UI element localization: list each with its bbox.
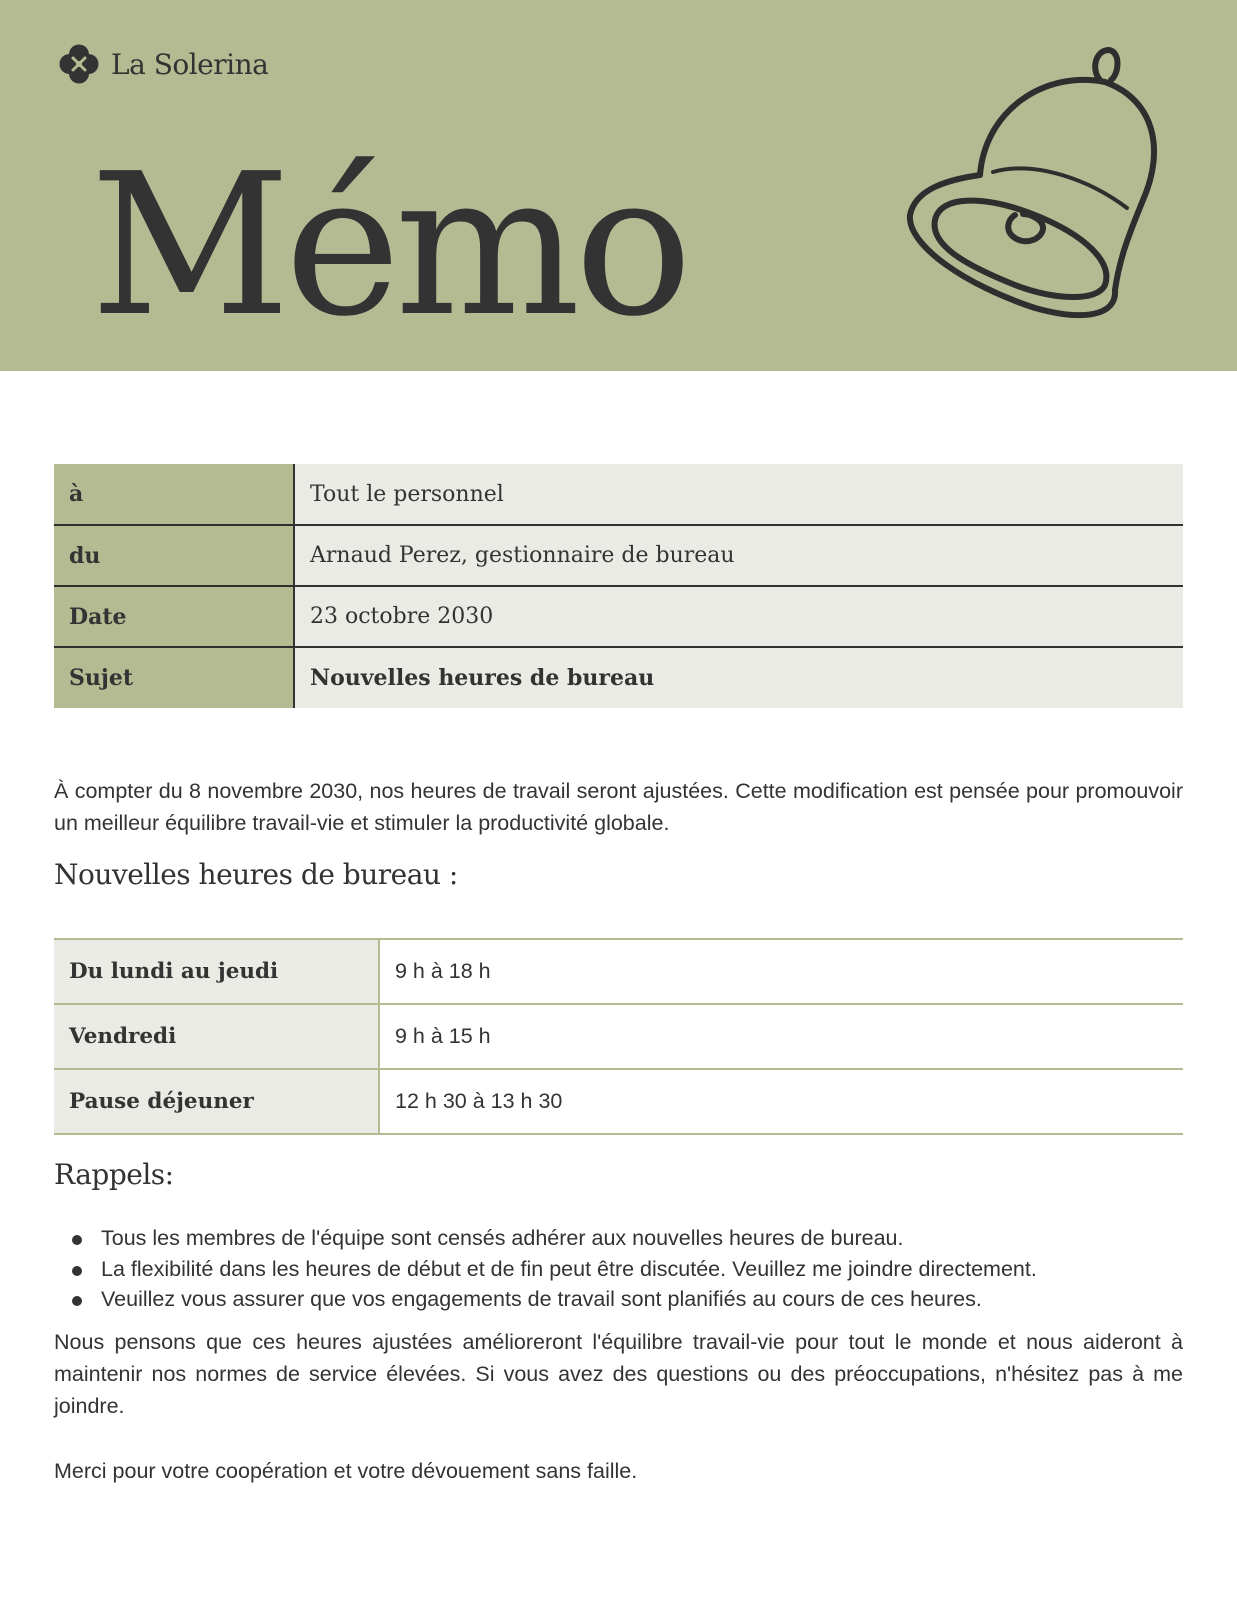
meta-row-from bbox=[54, 525, 1183, 586]
header-banner bbox=[0, 0, 1237, 371]
list-item bbox=[54, 1254, 1183, 1285]
hours-row bbox=[54, 939, 1183, 1004]
meta-label: Date bbox=[54, 586, 294, 647]
meta-row-to bbox=[54, 464, 1183, 525]
hours-label: Pause déjeuner bbox=[54, 1069, 379, 1134]
intro-paragraph: À compter du 8 novembre 2030, nos heures de travail seront ajustées. Cette modification est pensée pour promouvoir un meilleur équilibre travail-vie et stimuler la productivité globale. bbox=[54, 779, 1183, 835]
brand bbox=[59, 44, 268, 84]
meta-label: du bbox=[54, 525, 294, 586]
hours-heading: Nouvelles heures de bureau : bbox=[54, 858, 458, 891]
meta-label: à bbox=[54, 464, 294, 525]
page-title: Mémo bbox=[90, 132, 687, 360]
hours-label: Vendredi bbox=[54, 1004, 379, 1069]
bullet-icon bbox=[72, 1296, 82, 1306]
list-item-text: Veuillez vous assurer que vos engagements de travail sont planifiés au cours de ces heures. bbox=[101, 1287, 982, 1311]
reminders-heading: Rappels: bbox=[54, 1158, 174, 1191]
hours-row bbox=[54, 1004, 1183, 1069]
quatrefoil-logo-icon bbox=[59, 44, 99, 84]
meta-row-date bbox=[54, 586, 1183, 647]
meta-value: Nouvelles heures de bureau bbox=[294, 647, 1183, 708]
memo-header-table bbox=[54, 464, 1183, 708]
closing-paragraph: Nous pensons que ces heures ajustées amélioreront l'équilibre travail-vie pour tout le monde et nous aideront à maintenir nos normes de service élevées. Si vous avez des questions ou des préoccupations, n'hésitez pas à me joindre. bbox=[54, 1330, 1183, 1418]
list-item-text: Tous les membres de l'équipe sont censés adhérer aux nouvelles heures de bureau. bbox=[101, 1226, 904, 1250]
reminders-list bbox=[54, 1223, 1183, 1315]
list-item bbox=[54, 1223, 1183, 1254]
office-hours-table bbox=[54, 938, 1183, 1135]
hours-value: 12 h 30 à 13 h 30 bbox=[379, 1069, 1183, 1134]
meta-row-subject bbox=[54, 647, 1183, 708]
bullet-icon bbox=[72, 1266, 82, 1276]
bell-icon bbox=[905, 40, 1185, 340]
list-item-text: La flexibilité dans les heures de début et de fin peut être discutée. Veuillez me joindre directement. bbox=[101, 1256, 1037, 1281]
list-item bbox=[54, 1284, 1183, 1315]
hours-label: Du lundi au jeudi bbox=[54, 939, 379, 1004]
hours-value: 9 h à 15 h bbox=[379, 1004, 1183, 1069]
meta-value: 23 octobre 2030 bbox=[294, 586, 1183, 647]
thanks-paragraph: Merci pour votre coopération et votre dévouement sans faille. bbox=[54, 1459, 638, 1483]
hours-row bbox=[54, 1069, 1183, 1134]
meta-value: Arnaud Perez, gestionnaire de bureau bbox=[294, 525, 1183, 586]
brand-name: La Solerina bbox=[111, 47, 269, 81]
bullet-icon bbox=[72, 1235, 82, 1245]
meta-value: Tout le personnel bbox=[294, 464, 1183, 525]
meta-label: Sujet bbox=[54, 647, 294, 708]
hours-value: 9 h à 18 h bbox=[379, 939, 1183, 1004]
